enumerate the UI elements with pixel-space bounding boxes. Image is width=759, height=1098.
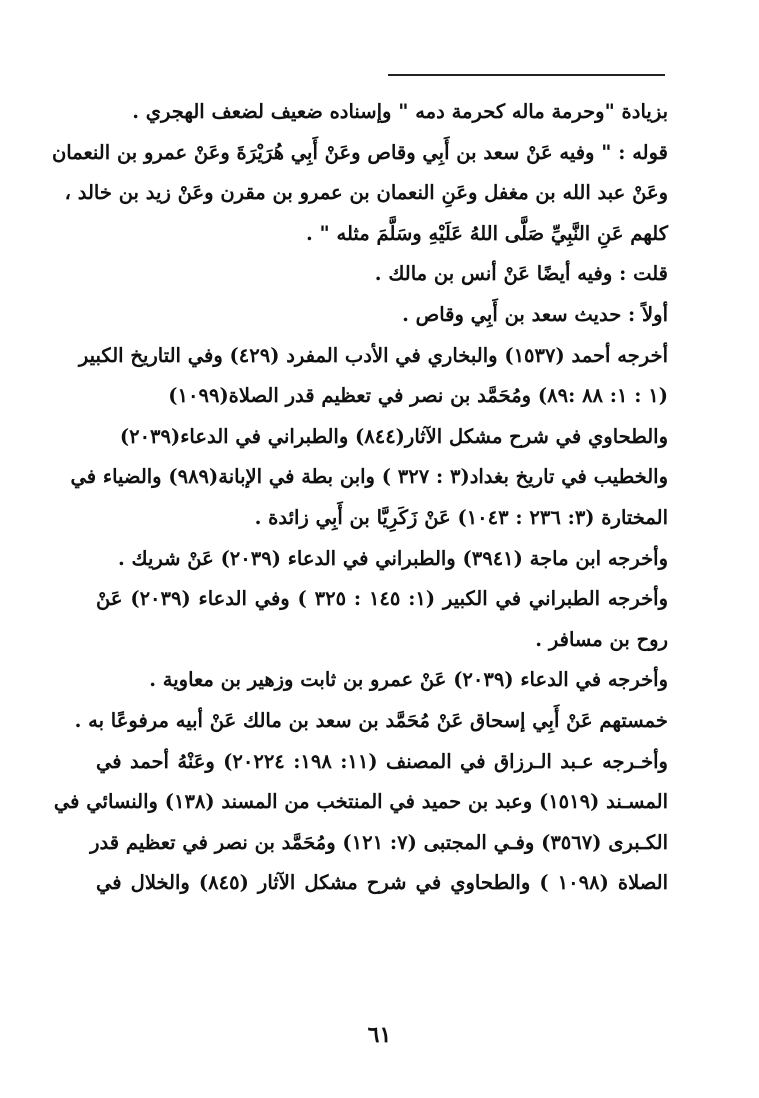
text-line: روح بن مسافر . bbox=[535, 627, 668, 651]
text-line: قوله : " وفيه عَنْ سعد بن أَبِي وقاص وعَنْ أَبِي هُرَيْرَةَ وعَنْ عمرو بن النعمان bbox=[51, 140, 668, 164]
body-text bbox=[51, 92, 669, 904]
text-line: وأخرجه ابن ماجة (٣٩٤١) والطبراني في الدعاء (٢٠٣٩) عَنْ شريك . bbox=[117, 546, 668, 570]
text-line: الكـبرى (٣٥٦٧) وفـي المجتبى (٧: ١٢١) ومُحَمَّد بن نصر في تعظيم قدر bbox=[90, 830, 668, 854]
text-line: قلت : وفيه أيضًا عَنْ أنس بن مالك . bbox=[374, 262, 668, 286]
text-line: الصلاة (١٠٩٨ ) والطحاوي في شرح مشكل الآثار (٨٤٥) والخلال في bbox=[96, 871, 669, 895]
text-line: بزيادة "وحرمة ماله كحرمة دمه " وإسناده ضعيف لضعف الهجري . bbox=[132, 100, 668, 123]
text-line: المسـند (١٥١٩) وعبد بن حميد في المنتخب من المسند (١٣٨) والنسائي في bbox=[53, 790, 668, 814]
top-rule bbox=[388, 74, 665, 76]
text-line: وأخـرجه عـبد الـرزاق في المصنف (١١: ١٩٨: ٢٠٢٢٤) وعَنْهُ أحمد في bbox=[96, 749, 668, 773]
text-line: وأخرجه في الدعاء (٢٠٣٩) عَنْ عمرو بن ثابت وزهير بن معاوية . bbox=[149, 668, 668, 692]
text-line: (١ : ١: ٨٨ :٨٩) ومُحَمَّد بن نصر في تعظيم قدر الصلاة(١٠٩٩) bbox=[168, 384, 668, 408]
page-number: ٦١ bbox=[367, 1022, 392, 1048]
text-line: خمستهم عَنْ أَبِي إسحاق عَنْ مُحَمَّد بن سعد بن مالك عَنْ أبيه مرفوعًا به . bbox=[74, 708, 668, 732]
text-line: والخطيب في تاريخ بغداد(٣ : ٣٢٧ ) وابن بطة في الإبانة(٩٨٩) والضياء في bbox=[70, 465, 668, 489]
text-line: وعَنْ عبد الله بن مغفل وعَنِ النعمان بن عمرو بن مقرن وعَنْ زيد بن خالد ، bbox=[64, 181, 668, 205]
text-line: المختارة (٣: ٢٣٦ : ١٠٤٣) عَنْ زَكَرِيَّا بن أَبِي زائدة . bbox=[254, 505, 668, 529]
text-line: وأخرجه الطبراني في الكبير (١: ١٤٥ : ٣٢٥ ) وفي الدعاء (٢٠٣٩) عَنْ bbox=[96, 587, 668, 611]
text-line: أخرجه أحمد (١٥٣٧) والبخاري في الأدب المفرد (٤٢٩) وفي التاريخ الكبير bbox=[78, 343, 668, 367]
text-line: كلهم عَنِ النَّبِيِّ صَلَّى اللهُ عَلَيْهِ وسَلَّمَ مثله " . bbox=[305, 221, 668, 245]
text-line: والطحاوي في شرح مشكل الآثار(٨٤٤) والطبراني في الدعاء(٢٠٣٩) bbox=[119, 424, 668, 448]
text-line: أولاً : حديث سعد بن أَبِي وقاص . bbox=[402, 302, 668, 326]
